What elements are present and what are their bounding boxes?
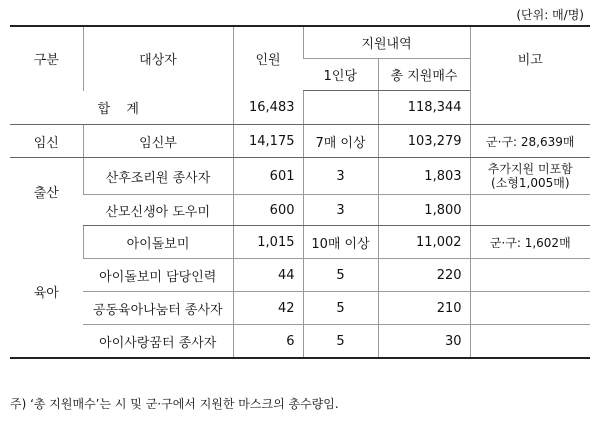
total-label: 합 계 (10, 91, 233, 125)
total-per-person (303, 91, 378, 125)
target-cell: 아이사랑꿈터 종사자 (83, 325, 233, 359)
remark-cell: 군·구: 1,602매 (470, 226, 590, 259)
target-cell: 산모신생아 도우미 (83, 195, 233, 226)
childcare-row (10, 226, 590, 259)
total-cell: 210 (378, 292, 470, 325)
unit-label: (단위: 매/명) (516, 8, 584, 22)
category-pregnancy: 임신 (10, 125, 83, 158)
target-cell: 공동육아나눔터 종사자 (83, 292, 233, 325)
count-cell: 6 (233, 325, 303, 359)
header-total-masks: 총 지원매수 (378, 59, 470, 91)
remark-cell (470, 195, 590, 226)
childcare-row (10, 325, 590, 359)
remark-line-1: 추가지원 미포함 (487, 162, 573, 176)
count-cell: 601 (233, 158, 303, 195)
count-cell: 600 (233, 195, 303, 226)
remark-cell (470, 158, 590, 195)
total-cell: 30 (378, 325, 470, 359)
pregnancy-row (10, 125, 590, 158)
per-person-cell: 3 (303, 195, 378, 226)
header-target: 대상자 (83, 26, 233, 91)
target-cell: 아이돌보미 (83, 226, 233, 259)
total-row (10, 91, 590, 125)
header-remarks: 비고 (470, 26, 590, 91)
header-support: 지원내역 (303, 26, 470, 59)
total-remark (470, 91, 590, 125)
count-cell: 44 (233, 259, 303, 292)
per-person-cell: 5 (303, 292, 378, 325)
birth-row (10, 158, 590, 195)
total-cell: 1,803 (378, 158, 470, 195)
per-person-cell: 5 (303, 325, 378, 359)
total-cell: 1,800 (378, 195, 470, 226)
remark-cell (470, 259, 590, 292)
remark-cell: 군·구: 28,639매 (470, 125, 590, 158)
target-cell: 산후조리원 종사자 (83, 158, 233, 195)
target-cell: 아이돌보미 담당인력 (83, 259, 233, 292)
total-masks: 118,344 (378, 91, 470, 125)
total-count: 16,483 (233, 91, 303, 125)
childcare-row (10, 259, 590, 292)
per-person-cell: 10매 이상 (303, 226, 378, 259)
remark-cell (470, 325, 590, 359)
total-cell: 11,002 (378, 226, 470, 259)
target-cell: 임신부 (83, 125, 233, 158)
birth-row (10, 195, 590, 226)
per-person-cell: 7매 이상 (303, 125, 378, 158)
footnote: 주) ‘총 지원매수’는 시 및 군·구에서 지원한 마스크의 총수량임. (10, 397, 339, 411)
childcare-row (10, 292, 590, 325)
category-childcare: 육아 (10, 226, 83, 359)
count-cell: 42 (233, 292, 303, 325)
total-cell: 220 (378, 259, 470, 292)
header-category: 구분 (10, 26, 83, 91)
remark-cell (470, 292, 590, 325)
per-person-cell: 3 (303, 158, 378, 195)
mask-support-table (10, 25, 590, 359)
count-cell: 14,175 (233, 125, 303, 158)
header-row-1 (10, 26, 590, 59)
remark-line-2: (소형1,005매) (491, 176, 570, 190)
header-per-person: 1인당 (303, 59, 378, 91)
count-cell: 1,015 (233, 226, 303, 259)
total-cell: 103,279 (378, 125, 470, 158)
category-birth: 출산 (33, 186, 59, 202)
per-person-cell: 5 (303, 259, 378, 292)
header-count: 인원 (233, 26, 303, 91)
